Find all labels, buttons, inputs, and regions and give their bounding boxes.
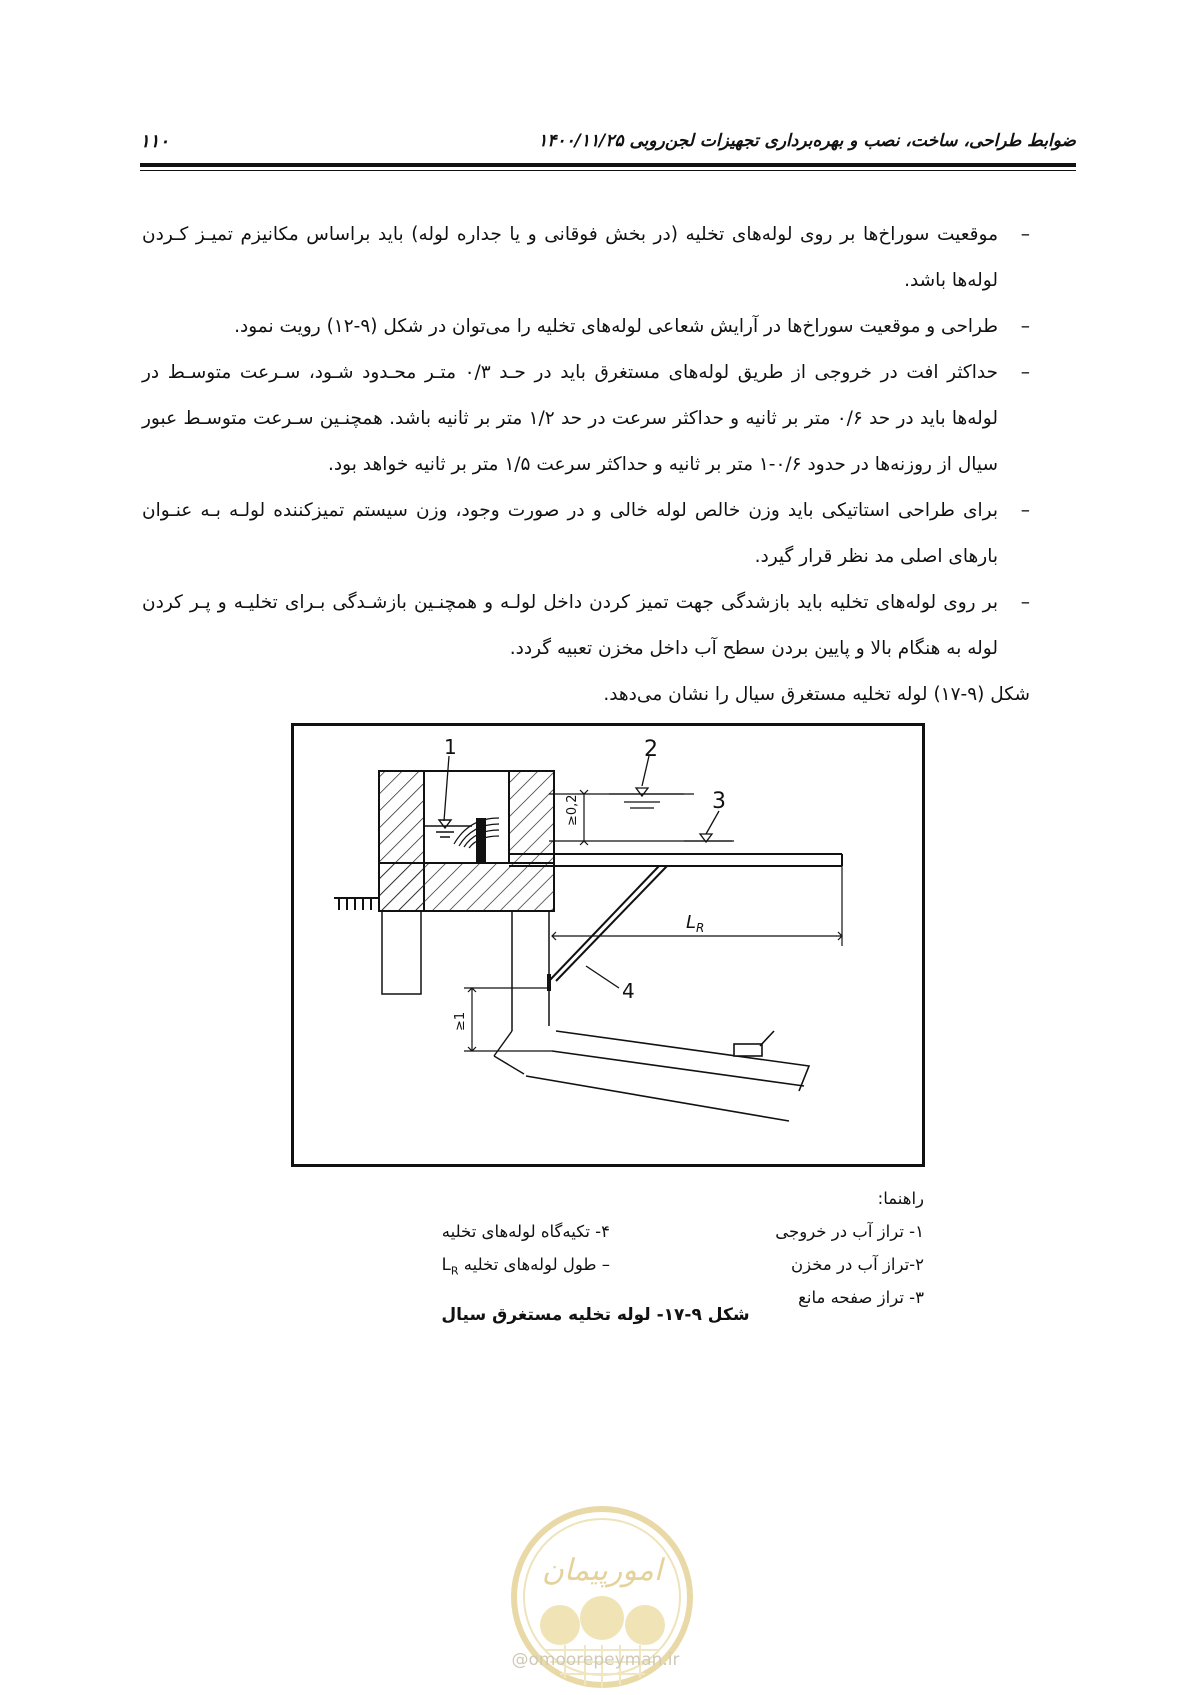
label-lr [686,912,704,935]
bullet-text: طراحی و موقعیت سوراخ‌ها در آرایش شعاعی لوله‌های تخلیه را می‌توان در شکل (۹-۱۲) رویت نمود. [234,316,998,337]
label-lr-sub: R [696,921,705,935]
bullet-item [142,212,1030,304]
stamp-gears [540,1596,665,1645]
legend-title: راهنما: [877,1189,924,1208]
page-number: ۱۱۰ [140,131,170,152]
header-title-group [520,131,1076,151]
bullet-item [142,304,1030,350]
foundation-right [512,911,549,1031]
legend-lr-symbol [441,1255,459,1278]
chamber-inner [424,771,509,863]
legend-lr-main: L [441,1255,451,1274]
scraper-block [734,1044,762,1056]
chamber-floor [379,863,554,911]
legend-lr-text: – طول لوله‌های تخلیه [463,1255,610,1274]
drain-pipe-diagram [294,726,922,1164]
header-rule-thick [140,163,1076,167]
label-dim-bottom: ≥1 [453,1011,468,1031]
bullet-text: بر روی لوله‌های تخلیه باید بازشدگی جهت تمیز کردن داخل لولـه و همچنـین بازشـدگی بـرای تخلیـه و پـر کردن لوله به هنگام بالا و پایین بردن سطح آب داخل مخزن تعبیه گردد. [142,592,998,659]
header-date: ۱۴۰۰/۱۱/۲۵ [538,131,624,151]
bullet-text: برای طراحی استاتیکی باید وزن خالص لوله خالی و در صورت وجود، وزن سیستم تمیزکننده لولـه بـه عنـوان بارهای اصلی مد نظر قرار گیرد. [142,500,998,567]
legend-item-4: ۴- تکیه‌گاه لوله‌های تخلیه [441,1222,610,1241]
legend-lr-sub: R [450,1264,459,1278]
bullet-text: حداکثر افت در خروجی از طریق لوله‌های مستغرق باید در حـد ۰/۳ متـر محـدود شـود، سـرعت متوسـط در لوله‌ها باید در حد ۰/۶ متر بر ثانیه و حداکثر سرعت در حد ۱/۲ متر بر ثانیه باشد. همچنـین سـرعت متوسـط عبور سیال از روزنه‌ها در حدود ۰/۶-۱ متر بر ثانیه و حداکثر سرعت ۱/۵ متر بر ثانیه خواهد بود. [142,362,999,475]
legend-item-3: ۳- تراز صفحه مانع [798,1288,924,1307]
bullet-item [142,580,1030,672]
bullet-dash: – [1020,592,1030,613]
legend-item-1: ۱- تراز آب در خروجی [775,1222,924,1241]
bullet-dash: – [1020,224,1030,245]
label-1: 1 [444,735,457,759]
figure-caption: شکل ۹-۱۷- لوله تخلیه مستغرق سیال [441,1305,750,1325]
bullet-item [142,350,1030,488]
legend-item-2: ۲-تراز آب در مخزن [791,1255,924,1274]
header-title: ضوابط طراحی، ساخت، نصب و بهره‌برداری تجهیزات لجن‌روبی [629,131,1076,151]
stamp-text: امورپیمان [541,1553,663,1588]
watermark-url: @omoorepeyman.ir [511,1650,680,1670]
figure-intro: شکل (۹-۱۷) لوله تخلیه مستغرق سیال را نشان می‌دهد. [603,684,1030,705]
legend-left-column [442,1215,610,1287]
bullet-item [142,488,1030,580]
water-level-2-marker [609,788,684,808]
bullet-dash: – [1020,362,1030,383]
dimension-top [580,790,588,845]
bullet-dash: – [1020,500,1030,521]
pipe-support [549,866,667,981]
ground-hatch [339,898,371,910]
chamber-right-wall [509,771,554,863]
label-3: 3 [712,789,726,814]
bullet-text: موقعیت سوراخ‌ها بر روی لوله‌های تخلیه (در بخش فوقانی و یا جداره لوله) باید براساس مکانیزم تمیـز کـردن لوله‌ها باشد. [142,224,998,291]
header-rule-thin [140,170,1076,171]
dimension-bottom [464,988,552,1051]
water-level-3-marker [684,834,734,842]
figure-frame [291,723,925,1167]
label-lr-main: L [686,912,697,933]
bullet-dash: – [1020,316,1030,337]
leader-3 [706,811,719,834]
page-header [140,128,1076,158]
label-2: 2 [644,737,658,762]
label-dim-top: ≥0,2 [565,794,580,826]
drain-pipe [509,854,842,866]
scraper-arm [760,1031,774,1046]
body-text [142,212,1030,718]
leader-4 [586,966,619,988]
label-4: 4 [622,979,635,1003]
legend-right-column [775,1182,924,1314]
legend-item-lr [442,1248,610,1287]
tank-bottom [526,1031,809,1121]
foundation-left [382,911,421,994]
tank-slope [494,1031,524,1074]
